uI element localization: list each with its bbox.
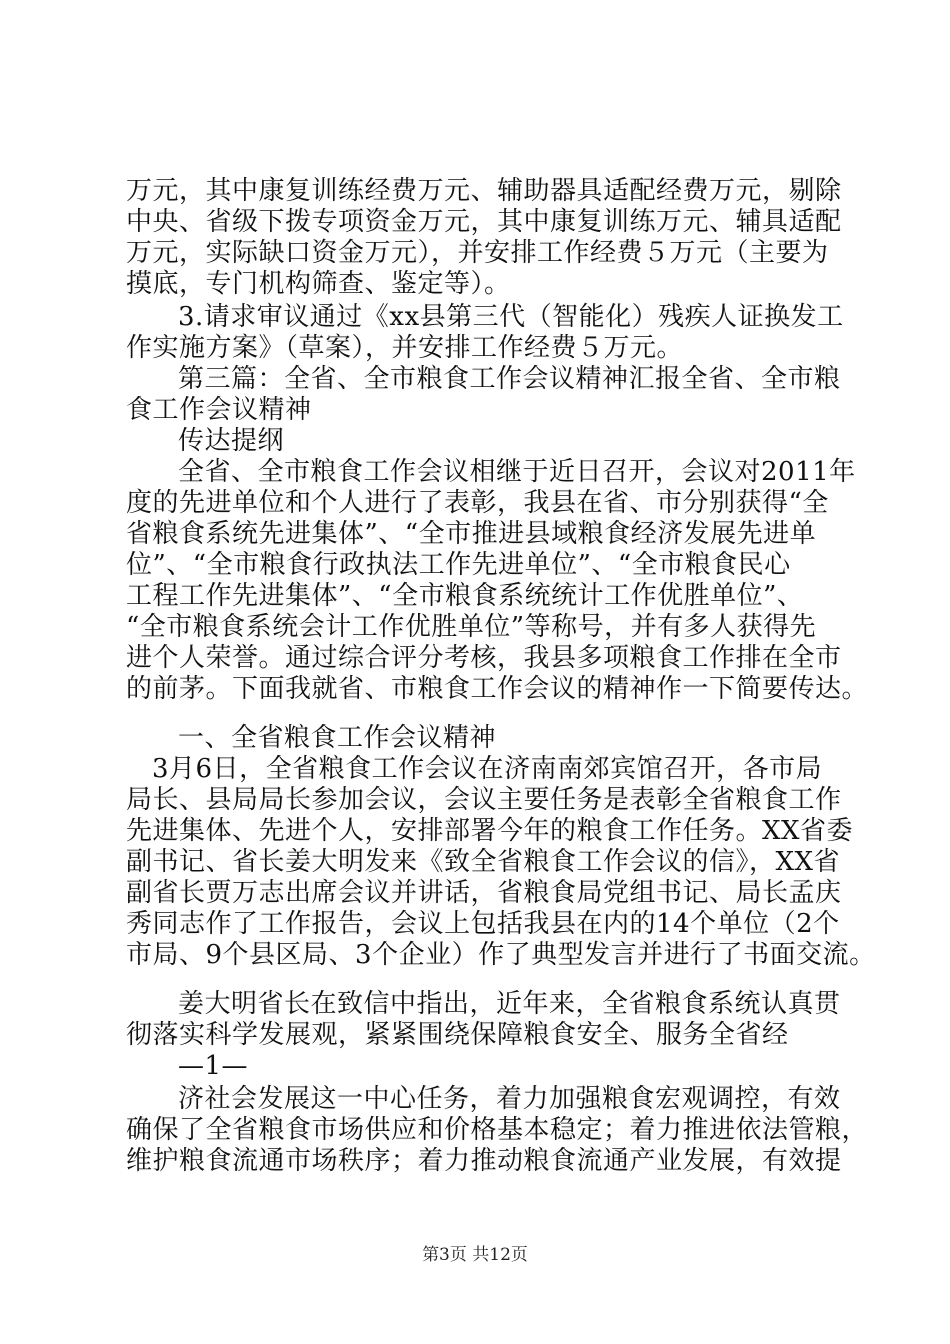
page-footer: 第3页 共12页 [422,1245,528,1265]
paragraph-line: 副省长贾万志出席会议并讲话，省粮食局党组书记、局长孟庆 [126,878,842,908]
paragraph-line: 中央、省级下拨专项资金万元，其中康复训练万元、辅具适配 [126,207,842,237]
section-heading: 一、全省粮食工作会议精神 [178,723,497,753]
paragraph-line: 先进集体、先进个人，安排部署今年的粮食工作任务。XX省委 [126,816,854,846]
section-heading: 食工作会议精神 [126,395,312,425]
paragraph-line: 济社会发展这一中心任务，着力加强粮食宏观调控，有效 [178,1084,841,1114]
page-marker: —1— [178,1051,249,1081]
paragraph-line: 局长、县局局长参加会议，会议主要任务是表彰全省粮食工作 [126,785,842,815]
subheading: 传达提纲 [178,426,285,456]
paragraph-line: 彻落实科学发展观，紧紧围绕保障粮食安全、服务全省经 [126,1020,789,1050]
paragraph-line: 姜大明省长在致信中指出，近年来，全省粮食系统认真贯 [178,989,841,1019]
paragraph-line: 确保了全省粮食市场供应和价格基本稳定；着力推进依法管粮， [126,1115,869,1145]
paragraph-line: 的前茅。下面我就省、市粮食工作会议的精神作一下简要传达。 [126,674,869,704]
paragraph-line: 3.请求审议通过《xx县第三代（智能化）残疾人证换发工 [178,302,844,332]
paragraph-line: 位”、“全市粮食行政执法工作先进单位”、“全市粮食民心 [126,550,791,580]
section-heading: 第三篇：全省、全市粮食工作会议精神汇报全省、全市粮 [178,364,841,394]
paragraph-line: 度的先进单位和个人进行了表彰，我县在省、市分别获得“全 [126,488,829,518]
paragraph-line: 全省、全市粮食工作会议相继于近日召开，会议对2011年 [178,457,856,487]
paragraph-line: “全市粮食系统会计工作优胜单位”等称号，并有多人获得先 [126,612,817,642]
paragraph-line: 副书记、省长姜大明发来《致全省粮食工作会议的信》，XX省 [126,847,841,877]
paragraph-line: 万元，其中康复训练经费万元、辅助器具适配经费万元，剔除 [126,176,842,206]
paragraph-line: 市局、9个县区局、3个企业）作了典型发言并进行了书面交流。 [126,940,876,970]
paragraph-line: 作实施方案》（草案），并安排工作经费５万元。 [126,333,684,363]
paragraph-line: 省粮食系统先进集体”、“全市推进县域粮食经济发展先进单 [126,519,817,549]
paragraph-line: 工程工作先进集体”、“全市粮食系统统计工作优胜单位”、 [126,581,804,611]
paragraph-line: 3月6日，全省粮食工作会议在济南南郊宾馆召开，各市局 [152,754,823,784]
paragraph-line: 万元，实际缺口资金万元），并安排工作经费５万元（主要为 [126,238,829,268]
paragraph-line: 摸底，专门机构筛查、鉴定等）。 [126,269,511,299]
paragraph-line: 进个人荣誉。通过综合评分考核，我县多项粮食工作排在全市 [126,643,842,673]
paragraph-line: 秀同志作了工作报告，会议上包括我县在内的14个单位（2个 [126,909,840,939]
paragraph-line: 维护粮食流通市场秩序；着力推动粮食流通产业发展，有效提 [126,1146,842,1176]
